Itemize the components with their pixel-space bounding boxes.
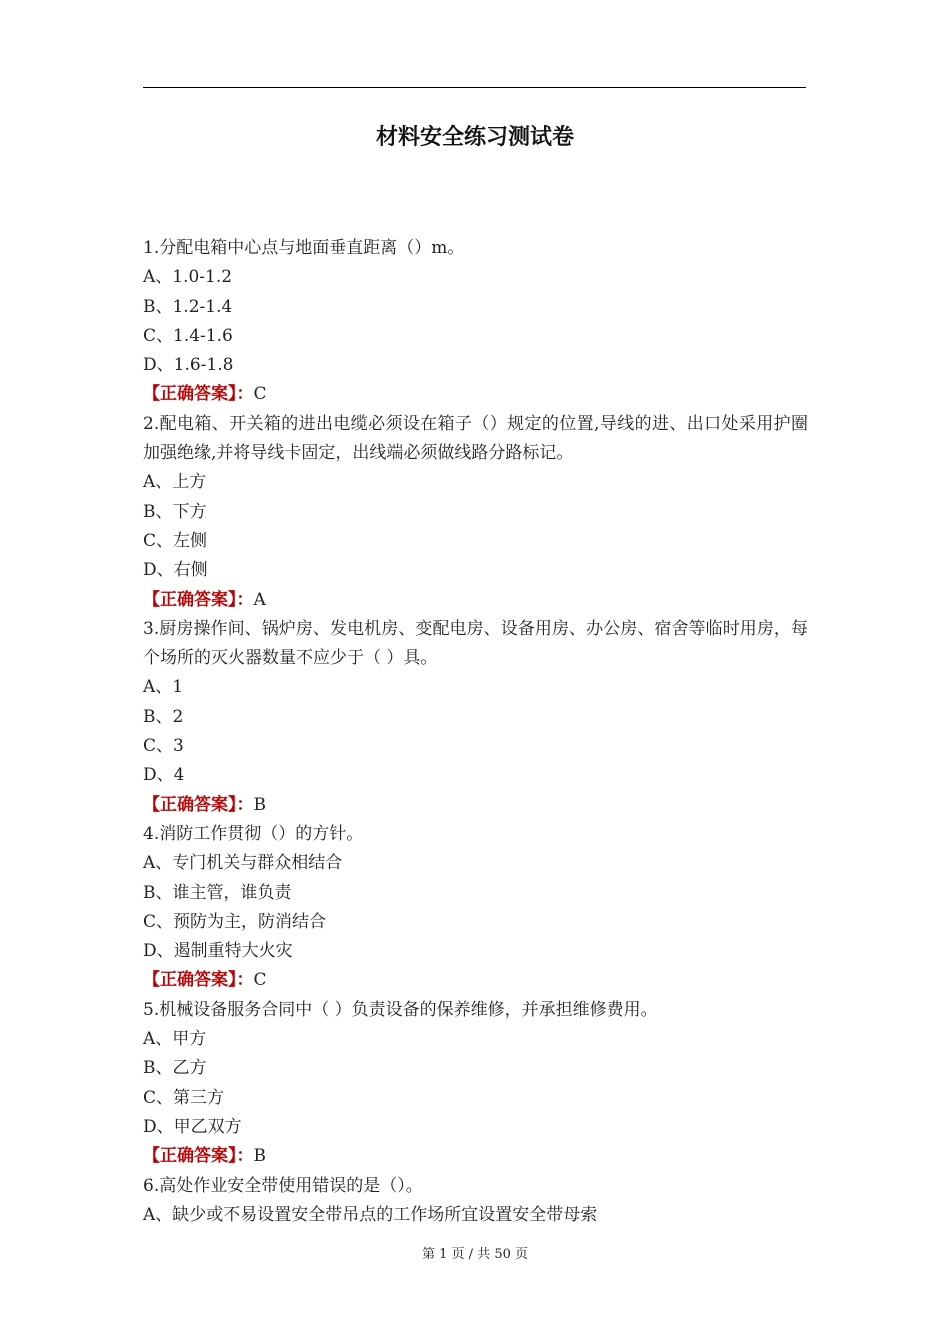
option: D、遏制重特大火灾: [143, 941, 293, 962]
option: A、专门机关与群众相结合: [143, 853, 343, 874]
question-stem: 5.机械设备服务合同中（ ）负责设备的保养维修，并承担维修费用。: [143, 999, 658, 1020]
option: D、4: [143, 765, 185, 786]
answer-label: 【正确答案】：: [143, 970, 254, 991]
answer-label: 【正确答案】：: [143, 589, 254, 610]
page-footer: 第 1 页 / 共 50 页: [422, 1247, 528, 1262]
option: C、预防为主，防消结合: [143, 911, 327, 932]
page-title: 材料安全练习测试卷: [375, 125, 574, 150]
option: B、乙方: [143, 1058, 207, 1079]
option: D、甲乙双方: [143, 1116, 242, 1137]
answer-value: C: [253, 970, 267, 991]
option: D、右侧: [143, 560, 208, 581]
option: A、1.0-1.2: [143, 267, 233, 288]
question-stem: 4.消防工作贯彻（）的方针。: [143, 823, 364, 844]
option: C、第三方: [143, 1087, 225, 1108]
option: A、1: [143, 677, 184, 698]
answer-line: [143, 586, 808, 615]
answer-label: 【正确答案】：: [143, 794, 254, 815]
option: B、2: [143, 706, 184, 727]
option: D、1.6-1.8: [143, 355, 234, 376]
answer-label: 【正确答案】：: [143, 1146, 254, 1167]
question-stem: 1.分配电箱中心点与地面垂直距离（）m。: [143, 238, 465, 258]
answer-value: B: [253, 1146, 266, 1167]
option: C、1.4-1.6: [143, 325, 233, 346]
option: B、下方: [143, 501, 207, 522]
answer-value: A: [253, 589, 266, 610]
option: A、缺少或不易设置安全带吊点的工作场所宜设置安全带母索: [143, 1204, 598, 1225]
option: B、1.2-1.4: [143, 296, 233, 317]
option: C、3: [143, 736, 184, 757]
question-stem: 3.厨房操作间、锅炉房、发电机房、变配电房、设备用房、办公房、宿舍等临时用房，每个场所的灭火器数量不应少于（ ）具。: [143, 618, 808, 669]
answer-value: B: [253, 794, 266, 815]
option: A、上方: [143, 472, 207, 493]
answer-line: [143, 791, 808, 820]
answer-line: [143, 1142, 808, 1171]
option: B、谁主管，谁负责: [143, 882, 292, 903]
answer-line: [143, 380, 808, 409]
header-rule: [143, 87, 806, 88]
answer-label: 【正确答案】：: [143, 384, 254, 405]
option: A、甲方: [143, 1029, 207, 1050]
option: C、左侧: [143, 530, 208, 551]
question-list: [143, 234, 808, 1230]
question-stem: 6.高处作业安全带使用错误的是（）。: [143, 1175, 423, 1196]
question-stem: 2.配电箱、开关箱的进出电缆必须设在箱子（）规定的位置,导线的进、出口处采用护圈加强绝缘,并将导线卡固定，出线端必须做线路分路标记。: [143, 413, 808, 464]
answer-line: [143, 966, 808, 995]
answer-value: C: [253, 384, 267, 405]
